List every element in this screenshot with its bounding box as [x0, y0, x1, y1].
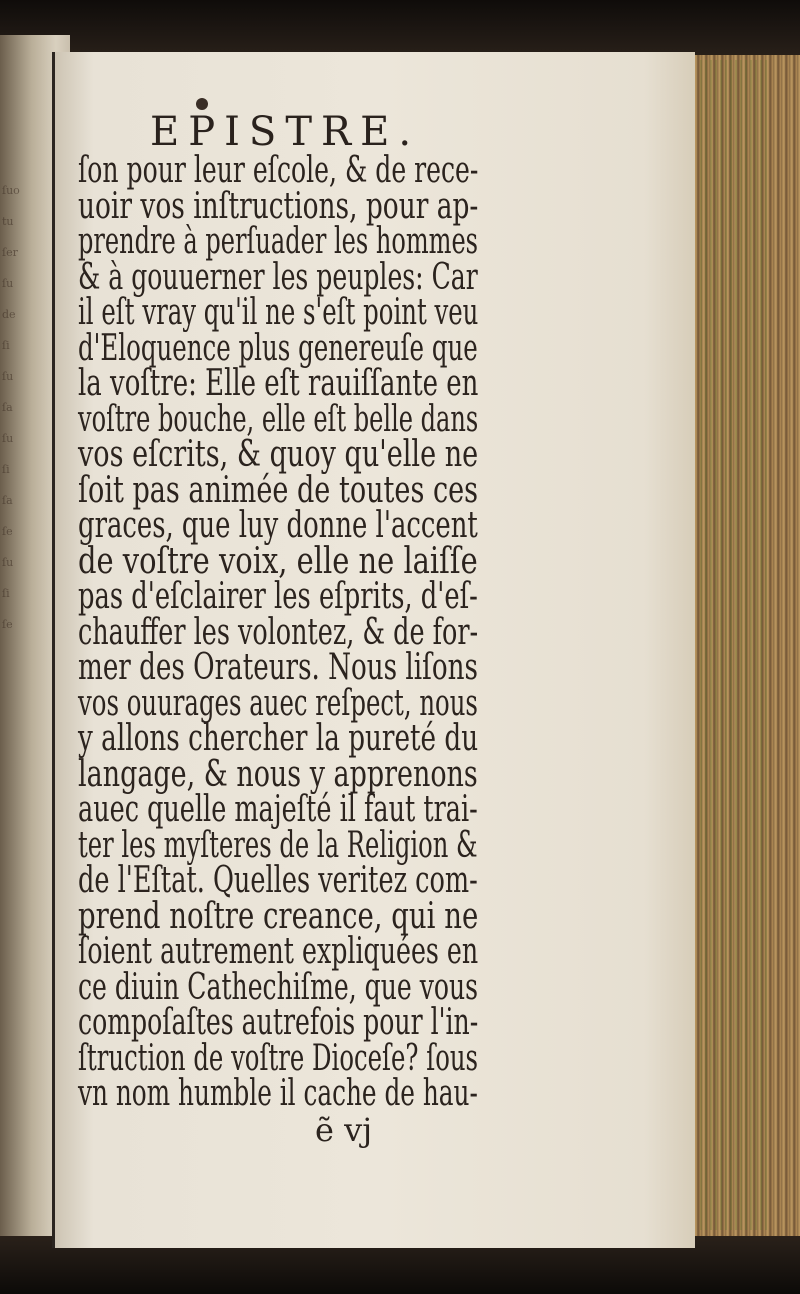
text-line: la voſtre: Elle eſt rauiſſante en [78, 363, 479, 404]
text-line: mer des Orateurs. Nous liſons [78, 647, 478, 688]
text-line: pas d'eſclairer les eſprits, d'eſ- [78, 576, 478, 617]
text-line: il eſt vray qu'il ne s'eſt point veu [78, 292, 479, 333]
text-line: prendre à perſuader les hommes [78, 221, 479, 262]
text-line: ce diuin Cathechiſme, que vous [78, 966, 479, 1008]
text-line: uoir vos inſtructions, pour ap- [78, 185, 479, 227]
text-line: compoſaſtes autrefois pour l'in- [78, 1002, 479, 1043]
text-line: graces, que luy donne l'accent [78, 505, 478, 546]
text-line: ter les myſteres de la Religion & [78, 824, 478, 866]
signature-mark: ẽ vj [315, 1111, 373, 1149]
text-line: vn nom humble il cache de hau- [78, 1073, 478, 1114]
text-line: ſtruction de voſtre Dioceſe? ſous [78, 1037, 479, 1079]
text-line: ſoit pas animée de toutes ces [78, 469, 479, 511]
text-line: langage, & nous y apprenons [78, 753, 478, 795]
text-line: voſtre bouche, elle eſt belle dans [78, 398, 479, 440]
text-line: prend noſtre creance, qui ne [78, 895, 479, 937]
text-line: auec quelle majeſté il faut trai- [78, 789, 478, 830]
text-line: vos ouurages auec reſpect, nous [78, 682, 478, 724]
text-line: de voſtre voix, elle ne laiſſe [78, 540, 478, 582]
text-line: y allons chercher la pureté du [78, 718, 479, 759]
text-line: ſon pour leur eſcole, & de rece- [78, 150, 479, 191]
text-line: chauffer les volontez, & de for- [78, 611, 479, 653]
text-line: vos eſcrits, & quoy qu'elle ne [78, 434, 479, 475]
text-line: & à gouuerner les peuples: Car [78, 256, 478, 298]
text-line: de l'Eſtat. Quelles veritez com- [78, 860, 478, 901]
page-heading: EPISTRE. [150, 109, 421, 155]
scan-background-top [0, 0, 800, 60]
facing-page-bleed: ſuo tu ſer ſu de ſi ſu ſa ſu ſi ſa ſe ſu ſi ſe [2, 184, 20, 631]
page-edges-shadow [700, 60, 770, 1230]
text-line: ſoient autrement expliquées en [78, 931, 479, 972]
text-line: d'Eloquence plus genereuſe que [78, 327, 478, 369]
